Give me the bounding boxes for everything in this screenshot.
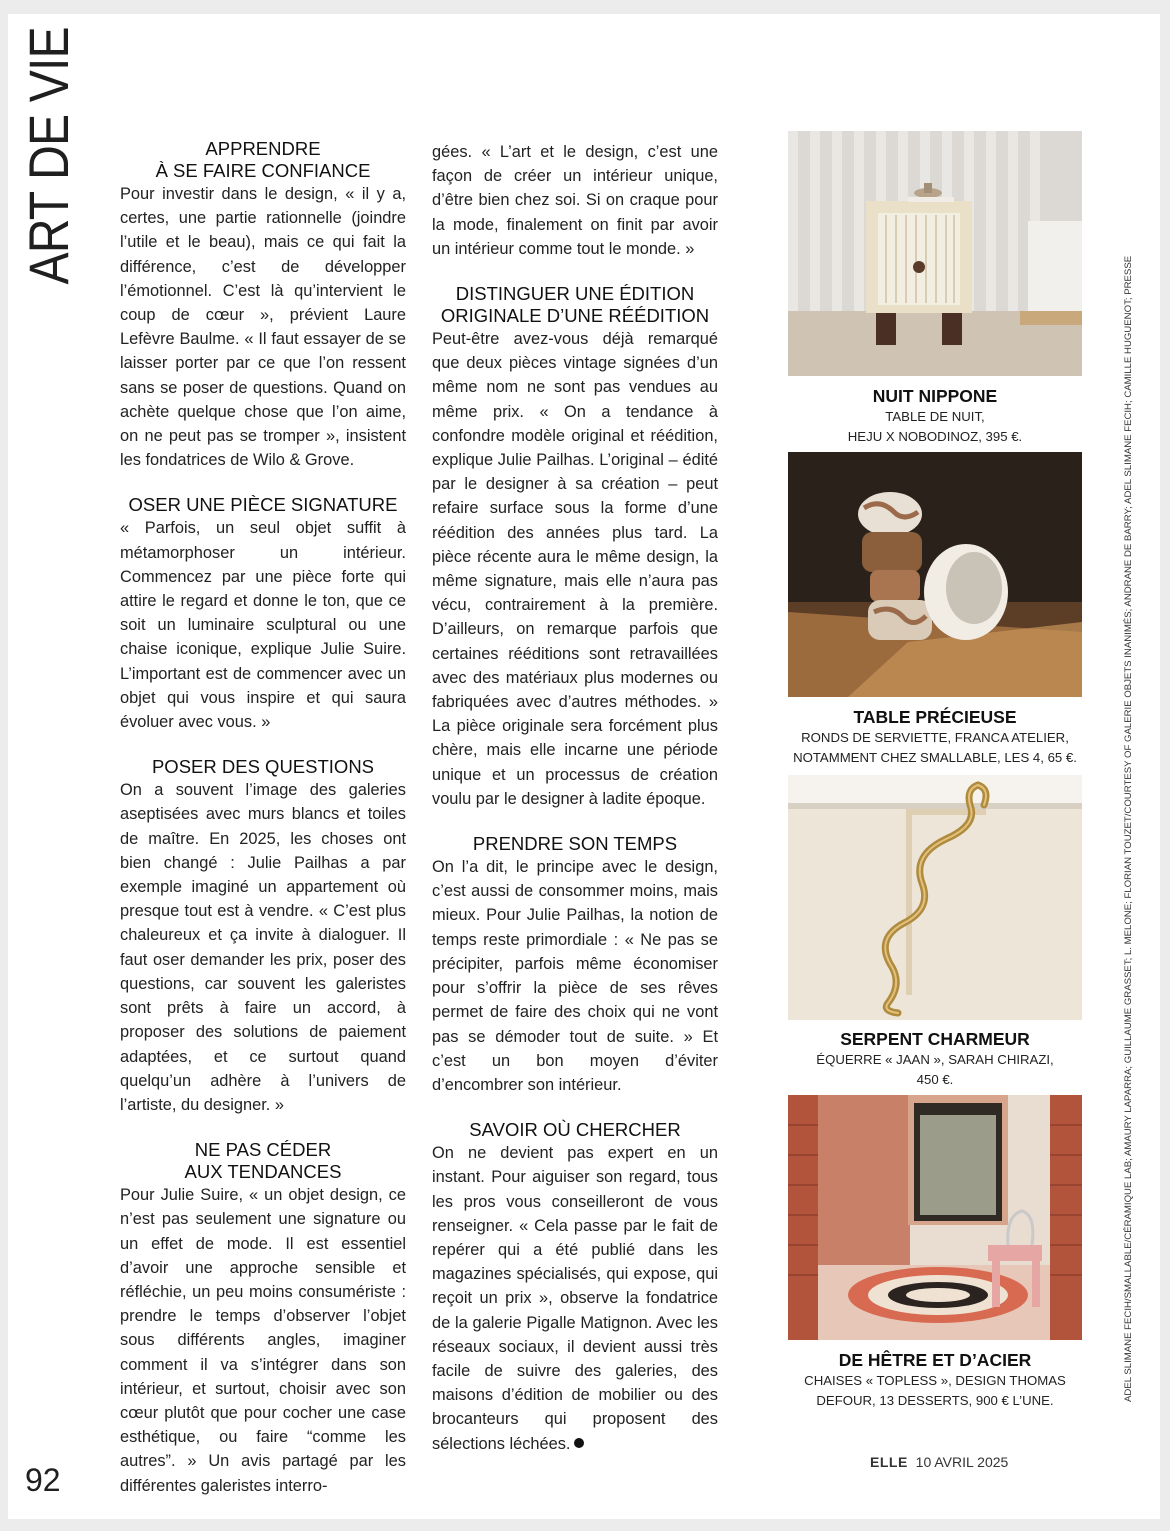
section-title: ART DE VIE bbox=[17, 27, 80, 285]
caption-line: HEJU X NOBODINOZ, 395 €. bbox=[847, 428, 1023, 444]
paragraph-savoir bbox=[432, 1141, 718, 1456]
caption-title: NUIT NIPPONE bbox=[872, 386, 998, 406]
caption-table-precieuse bbox=[768, 706, 1102, 767]
interior-chairs-illustration bbox=[788, 1095, 1082, 1340]
caption-line: CHAISES « TOPLESS », DESIGN THOMAS bbox=[804, 1373, 1066, 1388]
heading-savoir: SAVOIR OÙ CHERCHER bbox=[469, 1119, 681, 1141]
heading-apprendre: APPRENDRE À SE FAIRE CONFIANCE bbox=[155, 138, 371, 181]
napkin-rings-illustration bbox=[788, 452, 1082, 697]
caption-title: DE HÊTRE ET D’ACIER bbox=[838, 1350, 1032, 1370]
photo-credits bbox=[1118, 255, 1140, 1412]
magazine-page bbox=[8, 14, 1160, 1519]
right-column bbox=[432, 140, 718, 1456]
footer bbox=[870, 1454, 1008, 1470]
photo-napkin-rings bbox=[788, 452, 1082, 697]
caption-line: RONDS DE SERVIETTE, FRANCA ATELIER, bbox=[801, 730, 1069, 745]
caption-hetre-acier bbox=[768, 1349, 1102, 1410]
photo-nightstand bbox=[788, 131, 1082, 376]
heading-oser: OSER UNE PIÈCE SIGNATURE bbox=[128, 494, 398, 516]
heading-distinguer: DISTINGUER UNE ÉDITION ORIGINALE D’UNE RÉÉDITION bbox=[440, 283, 710, 327]
paragraph-distinguer: Peut-être avez-vous déjà remarqué que deux pièces vintage signées d’un même nom ne sont pas vendues au même prix. « On a tendance à confondre modèle original et réédition, explique Julie Pailhas. L’original – édité par le designer à sa création – peut refaire surface sous la forme d’une réédition des années plus tard. La pièce récente aura le même design, la même signature, mais elle n’aura pas vécu, contrairement à la première. D’ailleurs, on remarque parfois que certaines rééditions sont retravaillées avec des matériaux plus modernes ou fabriquées avec d’autres méthodes. » La pièce originale sera forcément plus chère, mais elle incarne une période unique et un processus de création voulu par le designer à ladite époque. bbox=[432, 330, 718, 808]
caption-nuit-nippone bbox=[768, 385, 1102, 446]
heading-ne-pas-ceder: NE PAS CÉDER AUX TENDANCES bbox=[184, 1139, 342, 1183]
paragraph-poser: On a souvent l’image des galeries aseptisées avec murs blancs et toiles de maître. En 2025, les choses ont bien changé : Julie Pailhas a par exemple imaginé un appartement où presque tout est à vendre. « C’est plus chaleureux et ça invite à dialoguer. Il faut oser demander les prix, poser des questions, car souvent les galeristes sont prêts à faire un accord, à proposer des solutions de paiement adaptées, et ce surtout quand quelqu’un adhère à l’univers de l’artiste, du designer. » bbox=[120, 781, 406, 1114]
page-number: 92 bbox=[25, 1462, 61, 1498]
caption-line: DEFOUR, 13 DESSERTS, 900 € L’UNE. bbox=[816, 1392, 1054, 1408]
caption-line: 450 €. bbox=[916, 1071, 954, 1087]
caption-serpent-charmeur bbox=[768, 1028, 1102, 1089]
footer-brand: ELLE bbox=[870, 1454, 908, 1470]
paragraph-prendre: On l’a dit, le principe avec le design, c’est aussi de consommer moins, mais mieux. Pour Julie Pailhas, la notion de temps reste primordiale : « Ne pas se précipiter, parfois même économiser pour s’offrir la pièce de ses rêves permet de faire des choix qui ne vont pas se démoder tout de suite. » Et c’est un bon moyen d’éviter d’encombrer son intérieur. bbox=[432, 858, 718, 1094]
nightstand-illustration bbox=[788, 131, 1082, 376]
footer-date: 10 AVRIL 2025 bbox=[915, 1454, 1009, 1470]
heading-prendre: PRENDRE SON TEMPS bbox=[472, 833, 678, 855]
paragraph-continuation: gées. « L’art et le design, c’est une façon de créer un intérieur unique, d’être bien chez soi. Si on craque pour la mode, finalement on finit par avoir un intérieur comme tout le monde. » bbox=[432, 143, 718, 258]
paragraph-ne-pas-ceder: Pour Julie Suire, « un objet design, ce n’est pas seulement une signature ou un effet de mode. Il est essentiel d’avoir une approche sensible et réfléchie, un peu moins consumériste : prendre le temps d’observer l’objet sous différents angles, imaginer comment il va s’intégrer dans son intérieur, et surtout, choisir avec son cœur plutôt que pour cocher une case esthétique, ou faire “comme les autres”. » Un avis partagé par les différentes galeristes interro- bbox=[120, 1186, 406, 1495]
caption-title: SERPENT CHARMEUR bbox=[840, 1029, 1030, 1049]
caption-line: ÉQUERRE « JAAN », SARAH CHIRAZI, bbox=[816, 1052, 1054, 1067]
caption-title: TABLE PRÉCIEUSE bbox=[853, 707, 1017, 727]
end-bullet-icon bbox=[574, 1438, 584, 1448]
photo-serpent-bracket bbox=[788, 775, 1082, 1020]
paragraph-oser: « Parfois, un seul objet suffit à métamorphoser un intérieur. Commencez par une pièce forte qui attire le regard et donne le ton, que ce soit un luminaire sculptural ou une chaise iconique, explique Julie Suire. L’important est de commencer avec un objet qui vous inspire et qui saura évoluer avec vous. » bbox=[120, 519, 406, 732]
paragraph-apprendre: Pour investir dans le design, « il y a, certes, une partie rationnelle (joindre l’utile et le beau), mais ce qui fait la différence, c’est de développer l’émotionnel. C’est là qu’intervient le coup de cœur », prévient Laure Lefèvre Baulme. « Il faut essayer de se laisser porter par ce que l’on ressent sans se poser de questions. Quand on achète quelque chose que l’on aime, on ne peut pas se tromper », insistent les fondatrices de Wilo & Grove. bbox=[120, 185, 406, 470]
paragraph-savoir-text: On ne devient pas expert en un instant. Pour aiguiser son regard, tous les pros vous conseilleront de vous renseigner. « Cela passe par le fait de repérer qui a été publié dans les magazines spécialisés, qui expose, qui reçoit un prix », observe la fondatrice de la galerie Pigalle Matignon. Avec les réseaux sociaux, il devient aussi très facile de suivre des galeries, des maisons d’édition de mobilier ou des brocanteurs qui proposent des sélections léchées. bbox=[432, 1144, 718, 1453]
heading-poser: POSER DES QUESTIONS bbox=[151, 756, 375, 778]
photo-topless-chairs bbox=[788, 1095, 1082, 1340]
photo-credits-text: ADEL SLIMANE FECIH/SMALLABLE/CÉRAMIQUE LAB; AMAURY LAPARRA; GUILLAUME GRASSET; L. MELONE; FLORIAN TOUZET/COURTESY OF GALERIE OBJETS INANIMÉS; ANDRANE DE BARRY; ADEL SLIMANE FECIH; CAMILLE HUGUENOT; PRESSE bbox=[1123, 255, 1134, 1402]
left-column bbox=[120, 138, 406, 1498]
caption-line: NOTAMMENT CHEZ SMALLABLE, LES 4, 65 €. bbox=[793, 749, 1077, 765]
serpent-bracket-illustration bbox=[788, 775, 1082, 1020]
caption-line: TABLE DE NUIT, bbox=[885, 409, 985, 424]
